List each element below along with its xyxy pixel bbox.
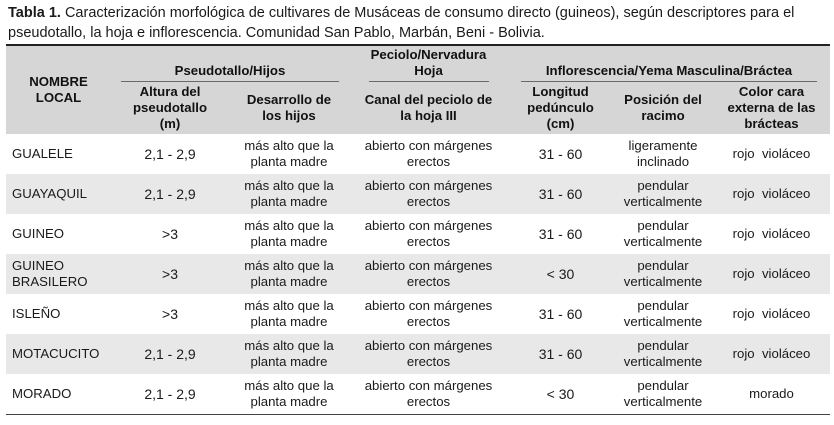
cell-altura: >3 — [111, 294, 229, 334]
cell-canal: abierto con márgenes erectos — [349, 334, 508, 374]
header-altura: Altura del pseudotallo (m) — [111, 82, 229, 134]
cell-canal: abierto con márgenes erectos — [349, 134, 508, 174]
cell-altura: 2,1 - 2,9 — [111, 374, 229, 414]
header-posicion: Posición del racimo — [613, 82, 713, 134]
cell-longitud: < 30 — [508, 374, 613, 414]
cell-longitud: 31 - 60 — [508, 174, 613, 214]
cultivar-table — [6, 44, 830, 415]
cell-posicion: pendular verticalmente — [613, 334, 713, 374]
cell-desarrollo: más alto que la planta madre — [229, 334, 349, 374]
cell-color: rojo violáceo — [713, 254, 830, 294]
cell-desarrollo: más alto que la planta madre — [229, 214, 349, 254]
table-caption — [8, 3, 830, 43]
cell-nombre: GUAYAQUIL — [6, 174, 111, 214]
cell-desarrollo: más alto que la planta madre — [229, 254, 349, 294]
cell-altura: >3 — [111, 214, 229, 254]
header-canal-peciolo: Canal del peciolo de la hoja III — [349, 82, 508, 134]
cell-longitud: < 30 — [508, 254, 613, 294]
caption-label: Tabla 1. — [8, 5, 61, 21]
cell-canal: abierto con márgenes erectos — [349, 174, 508, 214]
table-bottom-rule — [6, 414, 830, 415]
cell-altura: 2,1 - 2,9 — [111, 334, 229, 374]
cell-posicion: pendular verticalmente — [613, 374, 713, 414]
header-longitud: Longitud pedúnculo (cm) — [508, 82, 613, 134]
cell-color: rojo violáceo — [713, 174, 830, 214]
cell-longitud: 31 - 60 — [508, 134, 613, 174]
cell-color: morado — [713, 374, 830, 414]
table-row — [6, 214, 830, 254]
table-row — [6, 174, 830, 214]
cell-longitud: 31 - 60 — [508, 294, 613, 334]
table-row — [6, 134, 830, 174]
cell-color: rojo violáceo — [713, 334, 830, 374]
cell-desarrollo: más alto que la planta madre — [229, 374, 349, 414]
cell-posicion: pendular verticalmente — [613, 294, 713, 334]
cell-desarrollo: más alto que la planta madre — [229, 174, 349, 214]
cell-color: rojo violáceo — [713, 294, 830, 334]
cell-altura: >3 — [111, 254, 229, 294]
cell-nombre: GUINEO BRASILERO — [6, 254, 111, 294]
header-group-inflorescencia: Inflorescencia/Yema Masculina/Bráctea — [508, 46, 830, 82]
cell-posicion: pendular verticalmente — [613, 174, 713, 214]
cell-altura: 2,1 - 2,9 — [111, 174, 229, 214]
cell-nombre: GUINEO — [6, 214, 111, 254]
cell-nombre: ISLEÑO — [6, 294, 111, 334]
header-nombre-local: NOMBRE LOCAL — [6, 46, 111, 134]
cell-nombre: GUALELE — [6, 134, 111, 174]
cell-canal: abierto con márgenes erectos — [349, 294, 508, 334]
cell-longitud: 31 - 60 — [508, 334, 613, 374]
table-row — [6, 334, 830, 374]
header-group-peciolo: Peciolo/Nervadura Hoja — [349, 46, 508, 82]
cell-canal: abierto con márgenes erectos — [349, 214, 508, 254]
cell-color: rojo violáceo — [713, 134, 830, 174]
cell-posicion: pendular verticalmente — [613, 254, 713, 294]
cell-posicion: ligeramente inclinado — [613, 134, 713, 174]
table-row — [6, 254, 830, 294]
header-group-pseudotallo: Pseudotallo/Hijos — [111, 46, 349, 82]
cell-nombre: MOTACUCITO — [6, 334, 111, 374]
caption-text: Caracterización morfológica de cultivares de Musáceas de consumo directo (guineos), según descriptores para el pseudotallo, la hoja e inflorescencia. Comunidad San Pablo, Marbán, Beni - Bolivia. — [8, 5, 795, 41]
cell-color: rojo violáceo — [713, 214, 830, 254]
cell-altura: 2,1 - 2,9 — [111, 134, 229, 174]
cell-desarrollo: más alto que la planta madre — [229, 294, 349, 334]
table-row — [6, 374, 830, 414]
header-desarrollo: Desarrollo de los hijos — [229, 82, 349, 134]
cell-desarrollo: más alto que la planta madre — [229, 134, 349, 174]
cell-posicion: pendular verticalmente — [613, 214, 713, 254]
header-color: Color cara externa de las brácteas — [713, 82, 830, 134]
cell-canal: abierto con márgenes erectos — [349, 374, 508, 414]
cell-canal: abierto con márgenes erectos — [349, 254, 508, 294]
cell-longitud: 31 - 60 — [508, 214, 613, 254]
table-row — [6, 294, 830, 334]
cell-nombre: MORADO — [6, 374, 111, 414]
